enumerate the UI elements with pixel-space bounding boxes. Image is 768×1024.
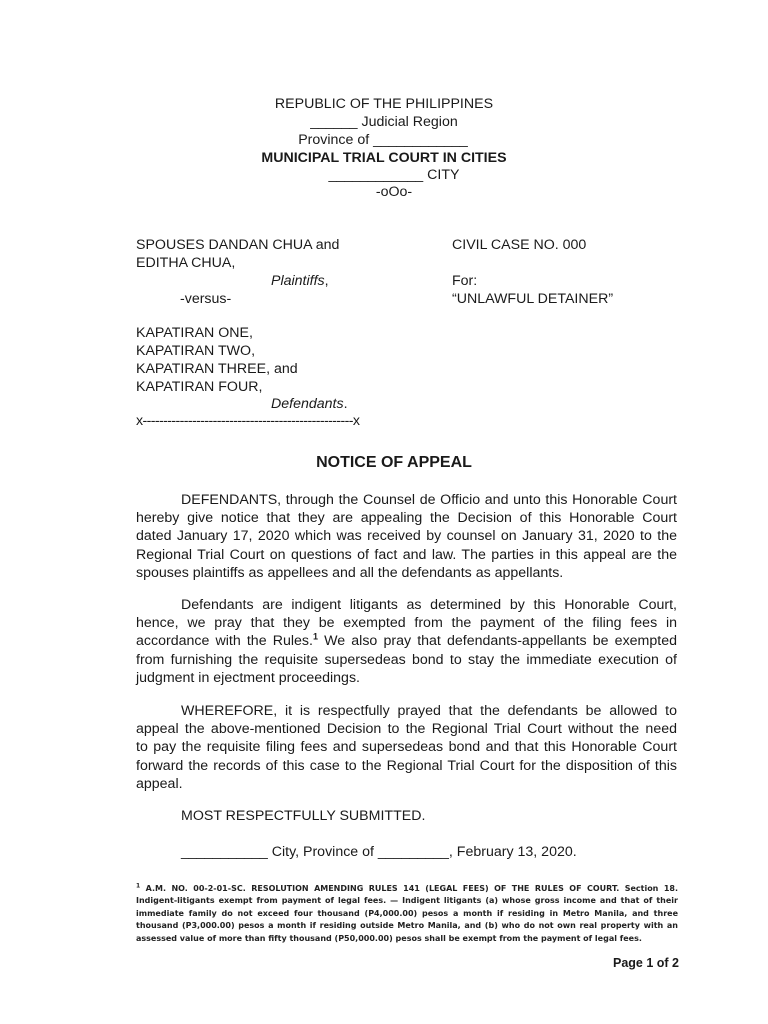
defendant-4: KAPATIRAN FOUR, [136, 379, 263, 395]
footnote-line: immediate family do not exceed four thousand (P4,000.00) pesos a month if residing in Metro Manila, and three [136, 908, 678, 918]
plaintiff-line-2: EDITHA CHUA, [136, 255, 236, 271]
paragraph-2-line: hence, we pray that they be exempted from the payment of the filing fees in [136, 615, 677, 632]
paragraph-3-line: to pay the requisite filing fees and supersedeas bond and that this Honorable Court [136, 739, 677, 756]
plaintiffs-comma: , [324, 273, 329, 289]
paragraph-1 [136, 491, 677, 582]
defendant-1: KAPATIRAN ONE, [136, 325, 253, 341]
page-number [613, 956, 679, 970]
ornament: -oOo- [375, 184, 413, 200]
paragraph-2 [136, 596, 677, 687]
paragraph-3-line: appeal. [136, 775, 183, 792]
paragraph-1-line: spouses plaintiffs as appellees and all the defendants as appellants. [136, 564, 564, 581]
paragraph-1-line: hereby give notice that they are appealing the Decision of this Honorable Court [136, 510, 677, 527]
footnote [136, 883, 678, 945]
plaintiffs-role: Plaintiffs [271, 273, 325, 289]
footnote-line-1-text: A.M. NO. 00-2-01-SC. RESOLUTION AMENDING RULES 141 (LEGAL FEES) OF THE RULES OF COURT. Section 18. [140, 884, 678, 893]
paragraph-1-line: Regional Trial Court on questions of fact and law. The parties in this appeal are the [136, 546, 677, 563]
submitted-line: MOST RESPECTFULLY SUBMITTED. [181, 808, 426, 824]
defendant-2: KAPATIRAN TWO, [136, 343, 256, 359]
city-line: ____________ CITY [328, 167, 460, 183]
paragraph-3-line: forward the records of this case to the Regional Trial Court for the disposition of this [136, 757, 677, 774]
paragraph-2-line: Defendants are indigent litigants as determined by this Honorable Court, [181, 597, 677, 613]
case-number: CIVIL CASE NO. 000 [452, 237, 587, 253]
paragraph-1-line: dated January 17, 2020 which was received by counsel on January 31, 2020 to the [136, 528, 677, 545]
paragraph-1-line: DEFENDANTS, through the Counsel de Officio and unto this Honorable Court [181, 492, 677, 508]
paragraph-2-line-3-end: We also pray that defendants-appellants be exempted [317, 633, 677, 650]
defendant-3: KAPATIRAN THREE, and [136, 361, 298, 377]
paragraph-3 [136, 702, 677, 793]
paragraph-3-line: appeal the above-mentioned Decision to the Regional Trial Court without the need [136, 721, 677, 738]
judicial-region: ______ Judicial Region [310, 114, 458, 130]
court-name: MUNICIPAL TRIAL COURT IN CITIES [261, 150, 507, 166]
case-nature: “UNLAWFUL DETAINER” [452, 291, 614, 307]
footnote-line: Indigent-litigants exempt from payment of legal fees. — Indigent litigants (a) whose gross income and that of their [136, 896, 678, 906]
defendants-period: . [343, 396, 348, 412]
defendants-role: Defendants [271, 396, 344, 412]
footnote-line: assessed value of more than fifty thousand (P50,000.00) pesos shall be exempt from the payment of legal fees. [136, 933, 642, 943]
footnote-line: thousand (P3,000.00) pesos a month if residing outside Metro Manila, and (b) who do not own real property with an [136, 921, 678, 931]
defendants-label [271, 395, 348, 413]
paragraph-3-line: WHEREFORE, it is respectfully prayed that the defendants be allowed to [181, 703, 677, 719]
paragraph-2-line [136, 632, 677, 650]
republic-heading: REPUBLIC OF THE PHILIPPINES [274, 96, 494, 112]
paragraph-2-line: judgment in ejectment proceedings. [136, 669, 360, 686]
plaintiff-line-1: SPOUSES DANDAN CHUA and [136, 237, 340, 253]
date-line: ___________ City, Province of _________, February 13, 2020. [181, 844, 577, 860]
paragraph-2-line: from furnishing the requisite supersedeas bond to stay the immediate execution of [136, 651, 677, 668]
footnote-marker: 1 [136, 882, 141, 890]
versus-label: -versus- [180, 291, 232, 307]
plaintiffs-label [271, 272, 329, 290]
province-line: Province of ____________ [298, 132, 468, 148]
paragraph-2-line-3-start: accordance with the Rules. [136, 633, 313, 650]
footnote-line [136, 883, 678, 895]
page-number-text: Page 1 of 2 [613, 956, 679, 970]
caption-separator: x---------------------------------------------------x [136, 413, 360, 429]
footnote-reference: 1 [312, 631, 318, 642]
for-label: For: [452, 273, 478, 289]
document-title: NOTICE OF APPEAL [316, 454, 472, 471]
